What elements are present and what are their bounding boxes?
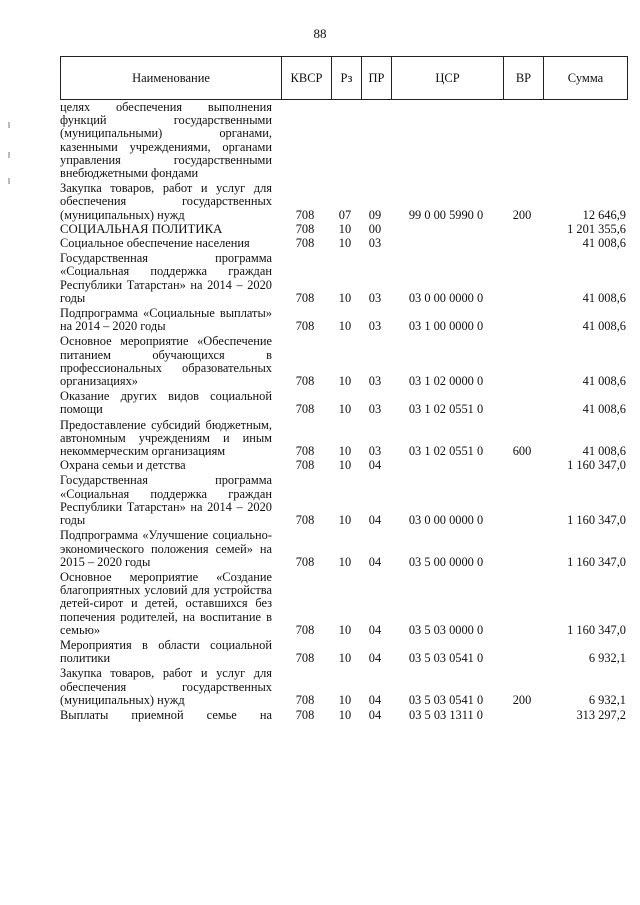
row-kvsr: 708 — [295, 207, 315, 222]
table-row — [60, 390, 628, 416]
row-vr: 600 — [512, 444, 532, 459]
row-pr: 03 — [368, 290, 382, 305]
row-vr: 200 — [512, 692, 532, 707]
row-rz: 10 — [338, 651, 352, 666]
row-name: Закупка товаров, работ и услуг для обеспечения государственных (муниципальных) нужд — [60, 181, 272, 222]
row-sum: 1 160 347,0 — [567, 458, 626, 473]
row-rz: 10 — [338, 458, 352, 473]
row-kvsr: 708 — [295, 622, 315, 637]
table-row — [60, 571, 628, 637]
row-name: Охрана семьи и детства — [60, 458, 186, 473]
table-header — [60, 56, 628, 100]
row-sum: 1 201 355,6 — [567, 221, 626, 236]
table-row — [60, 335, 628, 388]
row-name: Основное мероприятие «Создание благоприятных условий для устройства детей-сирот и детей, оставшихся без попечения родителей, на воспитание в семью» — [60, 569, 272, 637]
row-name: Оказание других видов социальной помощи — [60, 389, 272, 417]
row-sum: 41 008,6 — [582, 444, 626, 459]
table-row — [60, 529, 628, 569]
table-row — [60, 252, 628, 305]
margin-mark — [8, 152, 10, 158]
column-header-name: Наименование — [132, 71, 210, 85]
row-name: Мероприятия в области социальной политики — [60, 637, 272, 666]
row-csr: 03 5 00 0000 0 — [408, 554, 484, 569]
column-header-rz: Рз — [331, 57, 361, 99]
row-kvsr: 708 — [295, 236, 315, 251]
row-rz: 10 — [338, 692, 352, 707]
row-sum: 6 932,1 — [588, 651, 626, 666]
row-rz: 10 — [338, 319, 352, 334]
row-name: Выплаты приемной семье на — [60, 707, 272, 722]
row-csr: 03 1 02 0000 0 — [408, 374, 484, 389]
row-rz: 10 — [338, 707, 352, 722]
table-row — [60, 101, 628, 180]
margin-mark — [8, 122, 10, 128]
row-pr: 03 — [368, 444, 382, 459]
row-csr: 03 1 02 0551 0 — [408, 402, 484, 417]
row-name: СОЦИАЛЬНАЯ ПОЛИТИКА — [60, 221, 223, 236]
row-rz: 10 — [338, 374, 352, 389]
table-row — [60, 639, 628, 665]
row-name: Социальное обеспечение населения — [60, 236, 250, 251]
row-kvsr: 708 — [295, 319, 315, 334]
row-csr: 03 1 00 0000 0 — [408, 319, 484, 334]
row-name: Государственная программа «Социальная поддержка граждан Республики Татарстан» на 2014 – 2020 годы — [60, 251, 272, 305]
column-header-pr: ПР — [361, 57, 391, 99]
row-sum: 313 297,2 — [576, 707, 626, 722]
row-pr: 04 — [368, 513, 382, 528]
row-csr: 03 5 03 0541 0 — [408, 692, 484, 707]
row-rz: 10 — [338, 622, 352, 637]
row-kvsr: 708 — [295, 290, 315, 305]
row-csr: 03 1 02 0551 0 — [408, 444, 484, 459]
table-row — [60, 182, 628, 222]
table-row — [60, 667, 628, 707]
row-rz: 07 — [338, 207, 352, 222]
row-kvsr: 708 — [295, 374, 315, 389]
row-pr: 04 — [368, 622, 382, 637]
row-csr: 03 5 03 1311 0 — [409, 707, 483, 722]
table-row — [60, 307, 628, 333]
row-name: Основное мероприятие «Обеспечение питанием обучающихся в профессиональных образовательных организациях» — [60, 334, 272, 389]
row-name: Подпрограмма «Социальные выплаты» на 2014 – 2020 годы — [60, 306, 272, 334]
row-rz: 10 — [338, 444, 352, 459]
row-sum: 41 008,6 — [582, 374, 626, 389]
table-row — [60, 709, 628, 722]
row-name: Закупка товаров, работ и услуг для обеспечения государственных (муниципальных) нужд — [60, 666, 272, 707]
row-name: Подпрограмма «Улучшение социально-экономического положения семей» на 2015 – 2020 годы — [60, 528, 272, 569]
row-pr: 03 — [368, 402, 382, 417]
row-sum: 12 646,9 — [582, 207, 626, 222]
row-kvsr: 708 — [295, 692, 315, 707]
row-csr: 03 0 00 0000 0 — [408, 513, 484, 528]
column-header-csr: ЦСР — [391, 57, 503, 99]
row-kvsr: 708 — [295, 458, 315, 473]
row-vr: 200 — [512, 207, 532, 222]
row-kvsr: 708 — [295, 707, 315, 722]
row-pr: 04 — [368, 651, 382, 666]
row-pr: 03 — [368, 236, 382, 251]
row-rz: 10 — [338, 513, 352, 528]
row-name: Предоставление субсидий бюджетным, автономным учреждениям и иным некоммерческим организациям — [60, 417, 272, 459]
row-sum: 1 160 347,0 — [567, 513, 626, 528]
row-sum: 41 008,6 — [582, 236, 626, 251]
row-csr: 03 0 00 0000 0 — [408, 290, 484, 305]
table-row — [60, 237, 628, 250]
row-kvsr: 708 — [295, 554, 315, 569]
row-sum: 1 160 347,0 — [567, 554, 626, 569]
row-rz: 10 — [338, 221, 352, 236]
row-name: Государственная программа «Социальная поддержка граждан Республики Татарстан» на 2014 – 2020 годы — [60, 473, 272, 528]
row-pr: 03 — [368, 374, 382, 389]
row-csr: 03 5 03 0541 0 — [408, 651, 484, 666]
row-kvsr: 708 — [295, 651, 315, 666]
row-rz: 10 — [338, 290, 352, 305]
column-header-vr: ВР — [503, 57, 543, 99]
row-pr: 04 — [368, 458, 382, 473]
row-pr: 09 — [368, 207, 382, 222]
table-body — [60, 101, 628, 722]
row-csr: 03 5 03 0000 0 — [408, 622, 484, 637]
row-pr: 04 — [368, 692, 382, 707]
row-sum: 1 160 347,0 — [567, 622, 626, 637]
row-sum: 41 008,6 — [582, 402, 626, 417]
margin-mark — [8, 178, 10, 184]
row-kvsr: 708 — [295, 513, 315, 528]
row-pr: 04 — [368, 554, 382, 569]
row-kvsr: 708 — [295, 402, 315, 417]
row-name: целях обеспечения выполнения функций государственными (муниципальными) органами, казенными учреждениями, органами управления государственными внебюджетными фондами — [60, 100, 272, 181]
row-sum: 41 008,6 — [582, 290, 626, 305]
row-rz: 10 — [338, 402, 352, 417]
row-csr: 99 0 00 5990 0 — [408, 207, 484, 222]
row-rz: 10 — [338, 236, 352, 251]
table-row — [60, 223, 628, 236]
row-pr: 04 — [368, 707, 382, 722]
row-kvsr: 708 — [295, 444, 315, 459]
table-row — [60, 459, 628, 472]
row-sum: 41 008,6 — [582, 319, 626, 334]
row-pr: 00 — [368, 221, 382, 236]
table-row — [60, 474, 628, 527]
row-kvsr: 708 — [295, 221, 315, 236]
page-number: 88 — [313, 26, 327, 41]
column-header-sum: Сумма — [543, 57, 627, 99]
row-pr: 03 — [368, 319, 382, 334]
row-rz: 10 — [338, 554, 352, 569]
row-sum: 6 932,1 — [588, 692, 626, 707]
table-row — [60, 419, 628, 459]
column-header-kvsr: КВСР — [281, 57, 331, 99]
